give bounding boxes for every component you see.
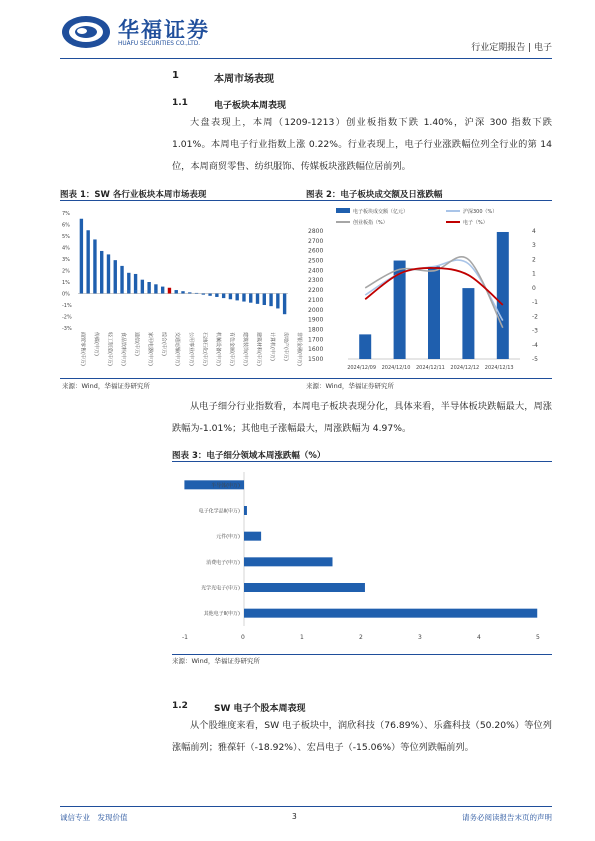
fig2-ytick-left: 1500 bbox=[308, 356, 324, 363]
fig2-ytick-left: 2300 bbox=[308, 277, 324, 285]
fig1-category-label: 计算机(申万) bbox=[269, 332, 276, 361]
fig2-x-label: 2024/12/09 bbox=[347, 365, 377, 371]
fig2-ytick-left: 1800 bbox=[308, 326, 324, 334]
fig1-category-label: 商贸零售(申万) bbox=[79, 332, 86, 366]
fig1-bar bbox=[276, 294, 279, 309]
fig1-bar bbox=[107, 254, 110, 293]
fig1-bar bbox=[208, 294, 211, 296]
fig1-category-label: 传媒(申万) bbox=[92, 332, 99, 356]
fig2-ytick-right: -1 bbox=[532, 299, 538, 307]
fig3-xtick-label: -1 bbox=[182, 634, 188, 641]
fig2-legend-label: 电子（%） bbox=[463, 220, 488, 226]
fig2-turnover-bar bbox=[428, 266, 440, 359]
fig3-xtick-label: 3 bbox=[418, 634, 422, 641]
fig2-x-label: 2024/12/10 bbox=[381, 365, 411, 371]
fig1-category-label: 石油石化(申万) bbox=[201, 332, 208, 366]
company-logo bbox=[60, 12, 220, 52]
fig1-bar bbox=[141, 280, 144, 294]
fig1-bar bbox=[181, 291, 184, 293]
fig2-ytick-left: 2800 bbox=[308, 228, 324, 235]
subsection-title: 电子板块本周表现 bbox=[214, 101, 287, 111]
fig1-bar bbox=[222, 294, 225, 299]
fig1-ytick-label: 2% bbox=[62, 268, 70, 275]
fig3-category-label: 其他电子Ⅱ(申万) bbox=[203, 611, 240, 618]
fig2-turnover-bar bbox=[497, 232, 509, 359]
fig3-category-label: 半导体(申万) bbox=[211, 482, 240, 489]
fig2-ytick-left: 2000 bbox=[308, 306, 324, 314]
fig1-bar bbox=[134, 274, 137, 294]
fig3-category-label: 光学光电子(申万) bbox=[201, 585, 240, 592]
paragraph-subsectors: 从电子细分行业指数看，本周电子板块表现分化，具体来看，半导体板块跌幅最大，周涨跌幅为-1.01%；其他电子涨幅最大，周涨跌幅为 4.97%。 bbox=[172, 401, 552, 434]
fig2-ytick-left: 2200 bbox=[308, 287, 324, 295]
fig3-bar bbox=[244, 506, 247, 515]
fig1-ytick-label: -1% bbox=[62, 303, 72, 309]
fig1-ytick-label: 3% bbox=[62, 257, 70, 263]
fig2-ytick-left: 1900 bbox=[308, 316, 324, 324]
logo-en-text: HUAFU SECURITIES CO.,LTD. bbox=[118, 41, 201, 47]
paragraph-market: 大盘表现上，本周（1209-1213）创业板指数下跌 1.40%，沪深 300 指数下跌 1.01%。本周电子行业指数上涨 0.22%。行业表现上，电子行业涨跌幅位列全行业的第 14 位，本周商贸零售、纺织服饰、传媒板块涨跌幅位居前列。 bbox=[172, 117, 552, 172]
fig1-category-label: 综合(申万) bbox=[160, 332, 167, 356]
fig3-bar bbox=[244, 557, 333, 566]
fig1-ytick-label: 1% bbox=[62, 280, 70, 286]
logo-mark-icon bbox=[60, 14, 112, 50]
fig1-ytick-label: 6% bbox=[62, 222, 70, 229]
fig3-category-label: 消费电子(申万) bbox=[206, 559, 240, 566]
fig2-x-label: 2024/12/11 bbox=[416, 365, 445, 371]
fig2-legend-label: 创业板指（%） bbox=[353, 220, 388, 226]
fig1-category-label: 机械设备(申万) bbox=[214, 332, 221, 366]
fig3-xtick-label: 1 bbox=[300, 634, 304, 641]
fig1-category-label: 通信(申万) bbox=[133, 332, 140, 356]
fig1-ytick-label: 4% bbox=[62, 245, 70, 252]
fig2-ytick-right: -2 bbox=[532, 313, 538, 321]
fig1-bar bbox=[249, 294, 252, 303]
fig3-xtick-label: 0 bbox=[241, 634, 245, 641]
fig3-bar bbox=[244, 583, 365, 592]
fig1-category-label: 公用事业(申万) bbox=[187, 332, 194, 366]
fig1-bar bbox=[93, 239, 96, 293]
fig2-ytick-right: -5 bbox=[532, 356, 538, 363]
fig3-caption: 图表 3：电子细分领域本周涨跌幅（%） bbox=[172, 451, 326, 461]
fig1-ytick-label: 7% bbox=[62, 211, 70, 217]
fig1-caption: 图表 1：SW 各行业板块本周市场表现 bbox=[60, 190, 207, 200]
fig3-category-label: 电子化学品Ⅱ(申万) bbox=[198, 508, 240, 515]
fig1-category-label: 建筑材料(申万) bbox=[255, 332, 262, 366]
fig1-ytick-label: -3% bbox=[62, 326, 72, 332]
fig3-source-rule bbox=[172, 654, 552, 655]
fig1-chart bbox=[60, 205, 303, 377]
fig1-bar bbox=[175, 290, 178, 293]
fig1-bar bbox=[229, 294, 232, 300]
fig1-bar bbox=[195, 293, 198, 294]
fig1-category-label: 轻工制造(申万) bbox=[106, 332, 113, 366]
fig2-ytick-left: 1600 bbox=[308, 346, 324, 354]
fig3-chart bbox=[172, 466, 552, 652]
fig1-category-label: 房地产(申万) bbox=[282, 332, 289, 361]
fig1-bar bbox=[154, 284, 157, 293]
fig2-ytick-left: 2600 bbox=[308, 247, 324, 255]
fig2-ytick-right: -4 bbox=[532, 341, 538, 349]
fig1-bar bbox=[263, 294, 266, 306]
fig2-ytick-left: 1700 bbox=[308, 336, 324, 344]
fig1-ytick-label: 5% bbox=[62, 234, 70, 240]
fig2-chart bbox=[306, 205, 556, 377]
fig1-ytick-label: -2% bbox=[62, 314, 72, 321]
fig3-bar bbox=[244, 532, 261, 541]
fig1-category-label: 家用电器(申万) bbox=[147, 332, 154, 366]
footer-disclaimer: 请务必阅读报告末页的声明 bbox=[462, 813, 552, 822]
fig2-ytick-left: 2100 bbox=[308, 296, 324, 304]
fig1-bar bbox=[283, 294, 286, 315]
subsection-number: 1.1 bbox=[172, 98, 188, 108]
fig1-bar bbox=[114, 260, 117, 293]
fig3-xtick-label: 4 bbox=[477, 634, 481, 641]
source-rule bbox=[60, 378, 552, 379]
fig1-bar bbox=[269, 294, 272, 307]
fig1-bar bbox=[100, 251, 103, 294]
fig3-xtick-label: 5 bbox=[536, 634, 540, 641]
fig1-bar bbox=[127, 273, 130, 294]
fig2-turnover-bar bbox=[462, 288, 474, 359]
fig1-bar bbox=[86, 230, 89, 293]
fig2-ytick-left: 2700 bbox=[308, 237, 324, 245]
fig2-ytick-left: 2400 bbox=[308, 267, 324, 275]
subsection-title-2: SW 电子个股本周表现 bbox=[214, 704, 306, 714]
footer-slogan: 诚信专业 发现价值 bbox=[60, 813, 128, 822]
fig3-source: 来源：Wind，华福证券研究所 bbox=[172, 657, 260, 665]
fig1-bar bbox=[236, 294, 239, 301]
header-rule bbox=[60, 58, 552, 59]
fig1-ytick-label: 0% bbox=[62, 291, 70, 298]
fig2-legend-label: 沪深300（%） bbox=[463, 209, 498, 215]
fig1-bar bbox=[120, 266, 123, 294]
fig1-bar bbox=[215, 294, 218, 297]
fig1-category-label: 有色金属(申万) bbox=[228, 332, 235, 366]
section-title: 本周市场表现 bbox=[214, 74, 274, 85]
logo-cn-text: 华福证券 bbox=[118, 17, 210, 42]
caption-rule bbox=[60, 200, 552, 201]
fig3-caption-rule bbox=[172, 461, 552, 462]
fig2-legend-swatch bbox=[336, 208, 350, 213]
fig1-category-label: 交通运输(申万) bbox=[174, 332, 181, 366]
fig2-x-label: 2024/12/13 bbox=[484, 365, 514, 371]
fig1-bar bbox=[147, 282, 150, 294]
paragraph-stocks: 从个股维度来看，SW 电子板块中，润欣科技（76.89%）、乐鑫科技（50.20%）等位列涨幅前列；雅葆轩（-18.92%）、宏昌电子（-15.06%）等位列跌幅前列。 bbox=[172, 720, 552, 753]
fig2-ytick-right: 4 bbox=[532, 228, 536, 235]
fig2-ytick-right: -3 bbox=[532, 327, 538, 335]
fig1-bar bbox=[188, 292, 191, 293]
fig1-bar bbox=[242, 294, 245, 302]
fig1-category-label: 非银金融(申万) bbox=[296, 332, 303, 366]
fig2-ytick-right: 0 bbox=[532, 284, 536, 292]
fig2-caption: 图表 2：电子板块成交额及日涨跌幅 bbox=[306, 190, 443, 200]
fig2-source: 来源：Wind，华福证券研究所 bbox=[306, 382, 394, 390]
report-type: 行业定期报告 | 电子 bbox=[471, 43, 552, 53]
fig2-ytick-left: 2500 bbox=[308, 257, 324, 265]
fig2-x-label: 2024/12/12 bbox=[450, 365, 480, 371]
fig1-bar bbox=[80, 219, 83, 294]
fig2-turnover-bar bbox=[359, 334, 371, 359]
fig1-source: 来源：Wind，华福证券研究所 bbox=[62, 382, 150, 390]
section-number: 1 bbox=[172, 70, 179, 81]
fig1-bar bbox=[202, 294, 205, 295]
fig2-ytick-right: 1 bbox=[532, 270, 536, 278]
page-number: 3 bbox=[292, 812, 297, 821]
fig3-category-label: 元件(申万) bbox=[216, 534, 240, 541]
fig1-category-label: 建筑装饰(申万) bbox=[241, 332, 248, 366]
subsection-number-2: 1.2 bbox=[172, 701, 188, 711]
fig3-xtick-label: 2 bbox=[359, 634, 363, 641]
fig2-ytick-right: 2 bbox=[532, 256, 536, 264]
fig1-bar bbox=[161, 287, 164, 294]
fig1-bar bbox=[256, 294, 259, 304]
fig3-bar bbox=[244, 609, 537, 618]
fig2-ytick-right: 3 bbox=[532, 242, 536, 250]
fig1-bar bbox=[168, 288, 171, 294]
fig1-category-label: 食品饮料(申万) bbox=[120, 332, 127, 366]
fig2-legend-label: 电子板块成交额（亿元） bbox=[353, 209, 409, 215]
footer-rule bbox=[60, 806, 552, 807]
